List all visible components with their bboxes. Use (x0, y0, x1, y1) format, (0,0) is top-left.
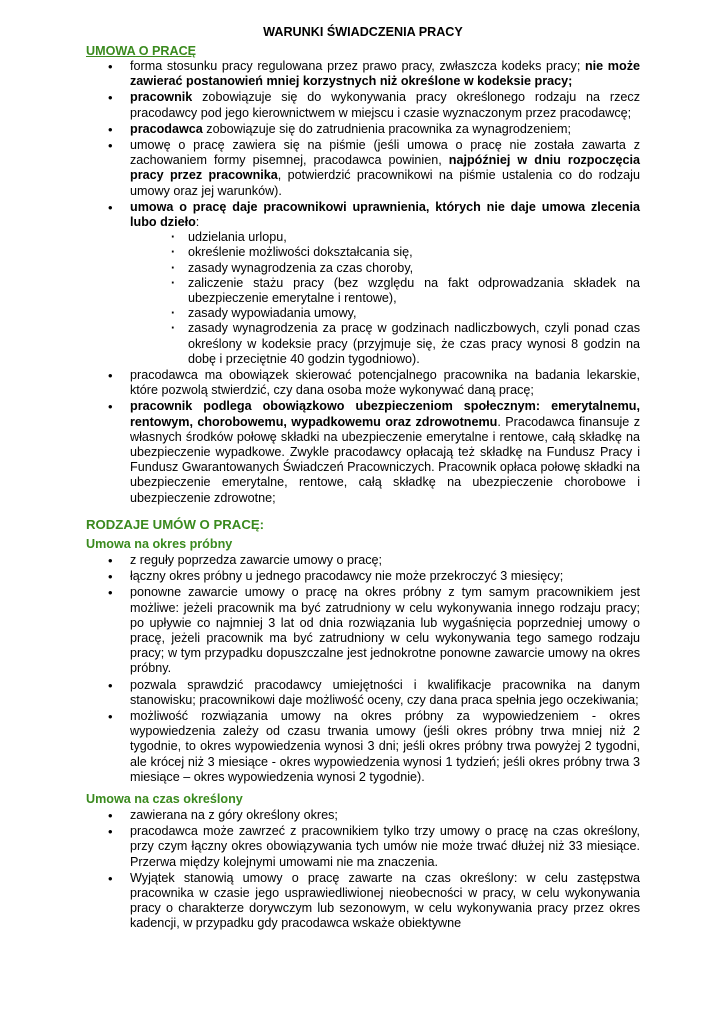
item-text: umowę o pracę zawiera się na piśmie (jeśli umowa o pracę nie została zawarta z zachowaniem formy pisemnej, pracodawca powinien, (130, 138, 640, 168)
item-bold: pracodawca (130, 121, 203, 136)
list-item: • łączny okres próbny u jednego pracodawcy nie może przekroczyć 3 miesięcy; (130, 569, 640, 584)
sublist-item: · udzielania urlopu, (188, 230, 640, 245)
list-item (130, 200, 640, 367)
item-bold: pracownik podlega obowiązkowo ubezpieczeniom społecznym: emerytalnemu, rentowym, chorobowemu, wypadkowemu oraz zdrowotnemu (130, 399, 640, 429)
section-heading-rodzaje: RODZAJE UMÓW O PRACĘ: (86, 516, 265, 532)
sublist-item: · zaliczenie stażu pracy (bez względu na fakt odprowadzania składek na ubezpieczenie emerytalne i rentowe), (188, 276, 640, 306)
item-bold: pracownik (130, 90, 193, 105)
item-bold: umowa o pracę daje pracownikowi uprawnienia, których nie daje umowa zlecenia lubo dzieło (130, 199, 640, 230)
list-item: • z reguły poprzedza zawarcie umowy o pracę; (130, 553, 640, 568)
list-item: • zawierana na z góry określony okres; (130, 808, 640, 823)
sublist-item: · określenie możliwości dokształcania się, (188, 245, 640, 260)
list-item (130, 122, 640, 137)
item-text: : (195, 215, 200, 230)
section-heading-umowa: UMOWA O PRACĘ (86, 44, 197, 58)
item-text: forma stosunku pracy regulowana przez prawo pracy, zwłaszcza kodeks pracy; (130, 59, 585, 73)
list-item (130, 138, 640, 199)
list-item: • pracodawca może zawrzeć z pracownikiem tylko trzy umowy o pracę na czas określony, przy czym łączny okres obowiązywania tych umów nie może trwać dłużej niż 33 miesiące. Przerwa między kolejnymi umowami nie ma znaczenia. (130, 824, 640, 870)
item-text: zobowiązuje się do wykonywania pracy określonego rodzaju na rzecz pracodawcy pod jego kierownictwem w miejscu i czasie wyznaczonym przez pracodawcę; (130, 90, 640, 120)
list-item (130, 368, 640, 398)
umowa-list (86, 59, 640, 506)
list-item: • ponowne zawarcie umowy o pracę na okres próbny z tym samym pracownikiem jest możliwe: jeżeli pracownik ma być zatrudniony w celu wykonywania innego rodzaju pracy; po upływie co najmniej 3 lat od dnia rozwiązania lub wygaśnięcia poprzedniej umowy o pracę, jeżeli pracownik ma być zatrudniony w celu wykonywania tego samego rodzaju pracy; w tym przypadku dopuszczalne jest jednokrotne ponowne zawarcie umowy na okres próbny. (130, 585, 640, 676)
sublist-item: · zasady wynagrodzenia za pracę w godzinach nadliczbowych, czyli ponad czas określony w kodeksie pracy (przyjmuje się, że czas pracy wynosi 8 godzin na dobę i przeciętnie 40 godzin tygodniowo). (188, 321, 640, 367)
item-text: . Pracodawca finansuje z własnych środków połowę składki na ubezpieczenie emerytalne i rentowe, całą składkę na ubezpieczenie wypadkowe. Zwykle pracodawcy opłacają też składkę na Fundusz Pracy i Fundusz Gwarantowanych Świadczeń Pracowniczych. Pracownik opłaca połowę składki na ubezpieczenie emerytalne, rentowe, całą składkę na ubezpieczenie chorobowe i ubezpieczenie zdrowotne; (130, 414, 640, 505)
item-text: zobowiązuje się do zatrudnienia pracownika za wynagrodzeniem; (202, 121, 572, 136)
item-bold: nie może zawierać postanowień mniej korzystnych niż określone w kodeksie pracy; (130, 59, 640, 89)
list-item: • możliwość rozwiązania umowy na okres próbny za wypowiedzeniem - okres wypowiedzenia zależy od czasu trwania umowy (jeśli okres próbny trwa mniej niż 2 tygodnie, to okres wypowiedzenia wynosi 3 dni; jeśli okres próbny trwa powyżej 2 tygodni, ale krócej niż 3 miesiące - okres wypowiedzenia wynosi 1 tydzień; jeśli okres próbny trwa 3 miesiące – okres wypowiedzenia wynosi 2 tygodnie). (130, 709, 640, 785)
item-bold: najpóźniej w dniu rozpoczęcia pracy przez pracownika (130, 153, 641, 183)
list-item (130, 399, 640, 505)
list-item (130, 59, 640, 89)
list-item: • pozwala sprawdzić pracodawcy umiejętności i kwalifikacje pracownika na danym stanowisku; pracownikowi daje możliwość oceny, czy dana praca spełnia jego oczekiwania; (130, 678, 640, 708)
probna-list (86, 553, 640, 785)
subsection-heading-okreslony: Umowa na czas określony (86, 791, 243, 806)
page-title: WARUNKI ŚWIADCZENIA PRACY (263, 25, 463, 39)
list-item (130, 90, 640, 120)
sublist-item: · zasady wynagrodzenia za czas choroby, (188, 261, 640, 276)
list-item: • Wyjątek stanowią umowy o pracę zawarte na czas określony: w celu zastępstwa pracownika w czasie jego usprawiedliwionej nieobecności w pracy, w celu wykonywania pracy o charakterze dorywczym lub sezonowym, w celu wykonywania pracy przez okres kadencji, w przypadku gdy pracodawca wskaże obiektywne (130, 871, 640, 932)
item-text: , potwierdzić pracownikowi na piśmie ustalenia co do rodzaju umowy oraz jej warunków). (130, 168, 640, 198)
item-text: pracodawca ma obowiązek skierować potencjalnego pracownika na badania lekarskie, które pozwolą stwierdzić, czy dana osoba może wykonywać daną pracę; (130, 368, 640, 398)
subsection-heading-probna: Umowa na okres próbny (86, 536, 233, 551)
rights-sublist (130, 230, 640, 367)
sublist-item: · zasady wypowiadania umowy, (188, 306, 640, 321)
okreslony-list (86, 808, 640, 932)
